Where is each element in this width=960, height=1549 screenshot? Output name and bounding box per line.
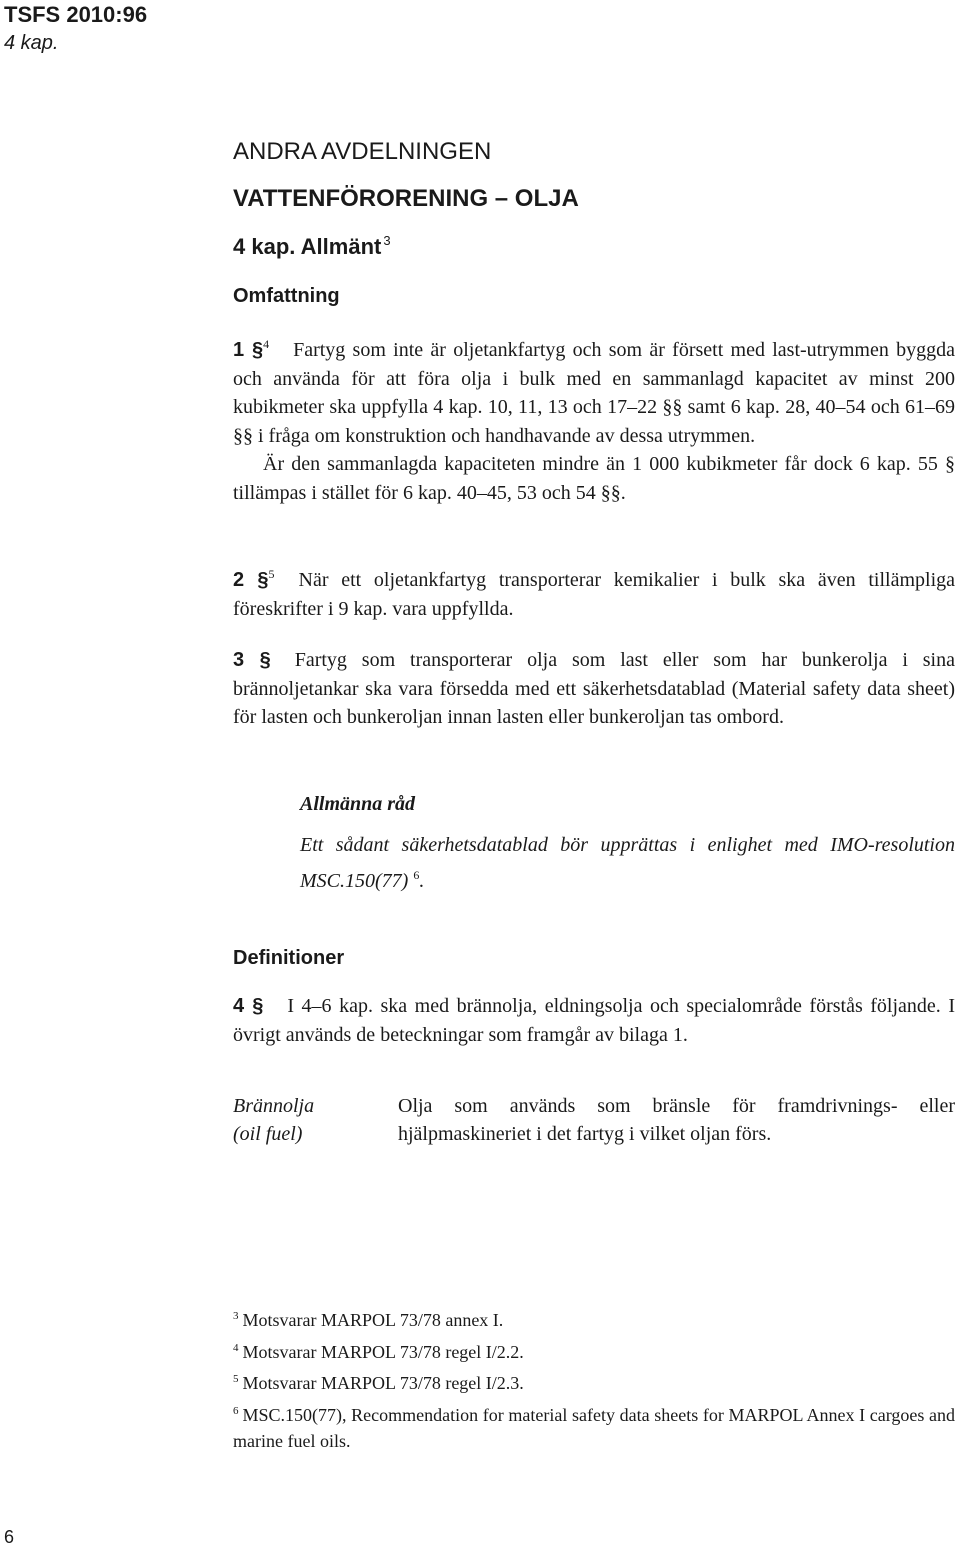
footnote-number: 5 [233,1373,239,1385]
section-heading: ANDRA AVDELNINGEN [233,138,492,165]
definition-term [233,1092,314,1148]
footnote-ref-3: 3 [383,233,391,248]
term-sv: Brännolja [233,1095,315,1117]
paragraph-text-2: Är den sammanlagda kapaciteten mindre än 1 000 kubikmeter får dock 6 kap. 55 § tillämpas i stället för 6 kap. 40–45, 53 och 54 §§. [233,453,955,504]
footnote-number: 6 [233,1405,239,1417]
paragraph-3 [233,646,955,732]
footnote-ref-4: 4 [263,337,270,351]
advice-text [300,830,955,896]
footnote-text: MSC.150(77), Recommendation for material safety data sheets for MARPOL Annex I cargoes and marine fuel oils. [233,1405,955,1451]
footnote-text: Motsvarar MARPOL 73/78 regel I/2.3. [242,1373,524,1393]
footnote-6 [233,1398,955,1454]
footnote-text: Motsvarar MARPOL 73/78 regel I/2.2. [242,1342,524,1362]
chapter-heading-text: 4 kap. Allmänt [233,234,382,259]
term-en: (oil fuel) [233,1123,303,1145]
advice-heading: Allmänna råd [300,793,416,815]
subheading-definitions: Definitioner [233,947,345,969]
paragraph-text: När ett oljetankfartyg transporterar kemikalier i bulk ska även tillämpliga föreskrifter i 9 kap. vara uppfyllda. [233,569,955,620]
footnote-text: Motsvarar MARPOL 73/78 annex I. [242,1310,504,1330]
footnote-number: 4 [233,1342,239,1354]
paragraph-text: Fartyg som transporterar olja som last eller som har bunkerolja i sina brännoljetankar ska vara försedda med ett säkerhetsdatablad (Material safety data sheet) för lasten och bunkeroljan innan lasten eller bunkeroljan tas ombord. [233,649,955,728]
paragraph-2 [233,560,955,623]
advice-body: Ett sådant säkerhetsdatablad bör upprättas i enlighet med IMO-resolution MSC.150(77) [300,834,955,892]
page-number: 6 [4,1527,15,1547]
footnote-3 [233,1303,955,1333]
running-chapter: 4 kap. [4,32,59,54]
footnote-4 [233,1335,955,1365]
footnote-number: 3 [233,1310,239,1322]
subheading-scope: Omfattning [233,285,340,307]
footnote-ref-5: 5 [268,567,275,581]
chapter-heading [233,233,391,260]
footnote-ref-6: 6 [413,868,420,882]
paragraph-text: Fartyg som inte är oljetankfartyg och som är försett med last-utrymmen byggda och använda för att föra olja i bulk med en sammanlagd kapacitet av minst 200 kubikmeter ska uppfylla 4 kap. 10, 11, 13 och 17–22 §§ samt 6 kap. 28, 40–54 och 61–69 §§ i fråga om konstruktion och handhavande av dessa utrymmen. [233,339,956,447]
paragraph-1 [233,330,955,507]
paragraph-4 [233,992,955,1049]
paragraph-number: 1 § [233,339,264,361]
paragraph-number: 2 § [233,569,269,591]
footnote-5 [233,1366,955,1396]
page-title: VATTENFÖRORENING – OLJA [233,185,579,212]
advice-end: . [419,870,425,892]
definition-text: Olja som används som bränsle för framdrivnings- eller hjälpmaskineriet i det fartyg i vilket oljan förs. [398,1095,955,1145]
paragraph-text: I 4–6 kap. ska med brännolja, eldningsolja och specialområde förstås följande. I övrigt används de beteckningar som framgår av bilaga 1. [233,995,955,1046]
paragraph-number: 3 § [233,649,271,671]
document-code: TSFS 2010:96 [4,2,148,27]
paragraph-number: 4 § [233,995,264,1017]
